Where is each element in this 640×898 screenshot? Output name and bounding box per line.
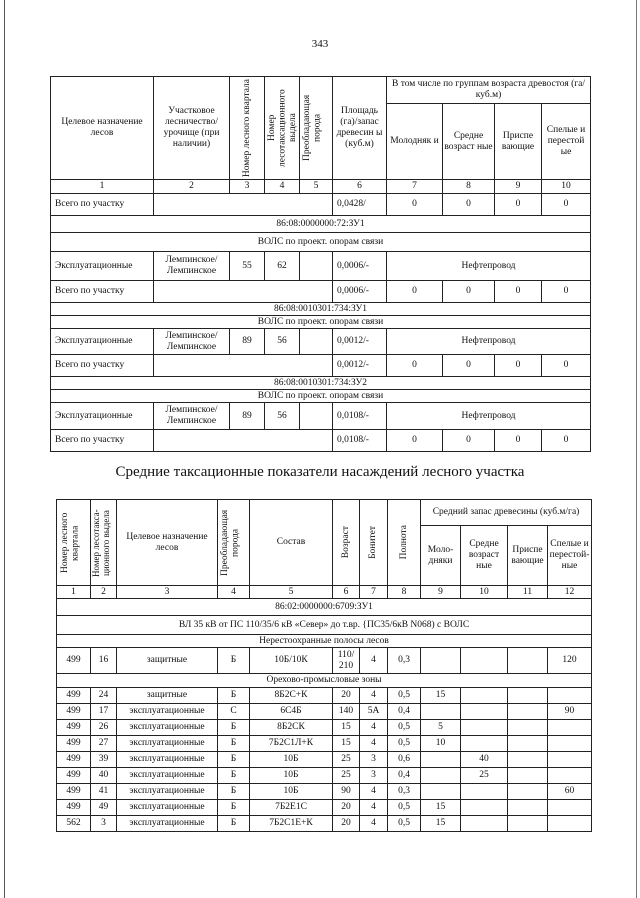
cell-premature <box>508 752 548 768</box>
cell-quarter: 499 <box>57 720 91 736</box>
total-label: Всего по участку <box>51 281 154 303</box>
cadastral-code: 86:02:0000000:6709:ЗУ1 <box>57 599 592 616</box>
cell-premature <box>508 816 548 832</box>
cell-quarter: 499 <box>57 800 91 816</box>
col-num: 1 <box>57 586 91 599</box>
cell-density: 0,3 <box>388 784 421 800</box>
cell-composition: 10Б <box>250 752 333 768</box>
cell-density: 0,5 <box>388 800 421 816</box>
cell-premature <box>508 688 548 704</box>
zone-title: Орехово-промысловые зоны <box>57 674 592 688</box>
table-row <box>57 784 592 800</box>
cell-note: Нефтепровод <box>387 403 591 430</box>
cell-density: 0,4 <box>388 704 421 720</box>
cell-species <box>300 252 333 281</box>
cell-purpose: эксплуатационные <box>117 720 218 736</box>
total-value: 0 <box>542 430 591 452</box>
column-numbers-row <box>51 180 591 194</box>
taxation-table <box>56 499 592 832</box>
cell-vydel: 56 <box>265 403 300 430</box>
cell-middle <box>461 720 508 736</box>
cell-density: 0,5 <box>388 720 421 736</box>
cell-purpose: эксплуатационные <box>117 704 218 720</box>
cell-age: 140 <box>333 704 360 720</box>
cell-young: 10 <box>421 736 461 752</box>
cell-forestry: Лемпинское/ Лемпинское <box>154 403 230 430</box>
cell-composition: 7Б2Е1С <box>250 800 333 816</box>
total-value: 0 <box>443 194 495 216</box>
cell-composition: 6С4Б <box>250 704 333 720</box>
cell-species: Б <box>218 800 250 816</box>
cell-premature <box>508 704 548 720</box>
cell-mature <box>548 736 592 752</box>
col-num: 5 <box>250 586 333 599</box>
header-density: Полнота <box>388 500 421 586</box>
cell-mature: 120 <box>548 648 592 674</box>
cell-quarter: 499 <box>57 768 91 784</box>
header-premature: Приспе вающие <box>508 526 548 586</box>
zone1-rows <box>57 648 592 674</box>
cell-middle <box>461 800 508 816</box>
total-row <box>51 430 591 452</box>
col-num: 2 <box>91 586 117 599</box>
cell-young <box>421 648 461 674</box>
header-composition: Состав <box>250 500 333 586</box>
table-row <box>57 768 592 784</box>
cell-species: Б <box>218 752 250 768</box>
cadastral-code: 86:08:0010301:734:ЗУ1 <box>51 303 591 316</box>
cell-vydel: 27 <box>91 736 117 752</box>
page-number: 343 <box>311 38 329 50</box>
cell-bonitet: 4 <box>360 720 388 736</box>
scan-edge-left <box>4 0 5 898</box>
cell-composition: 7Б2С1Л+К <box>250 736 333 752</box>
cell-young: 5 <box>421 720 461 736</box>
total-value: 0 <box>542 355 591 377</box>
cell-middle <box>461 704 508 720</box>
col-num: 10 <box>461 586 508 599</box>
cell-note: Нефтепровод <box>387 252 591 281</box>
cell-premature <box>508 648 548 674</box>
cell-purpose: Эксплуатационные <box>51 403 154 430</box>
total-area: 0,0108/- <box>333 430 387 452</box>
data-row <box>51 403 591 430</box>
cell-vydel: 24 <box>91 688 117 704</box>
cell-species <box>300 403 333 430</box>
cell-mature <box>548 800 592 816</box>
cell-age: 25 <box>333 768 360 784</box>
cell-forestry: Лемпинское/ Лемпинское <box>154 329 230 355</box>
total-value: 0 <box>387 194 443 216</box>
cell-quarter: 499 <box>57 648 91 674</box>
col-num: 2 <box>154 180 230 194</box>
table-row <box>57 800 592 816</box>
header-quarter: Номер лесного квартала <box>230 77 265 180</box>
cell-premature <box>508 736 548 752</box>
cadastral-code: 86:08:0000000:72:ЗУ1 <box>51 216 591 233</box>
cell-vydel: 39 <box>91 752 117 768</box>
cell-young: 15 <box>421 816 461 832</box>
cell-vydel: 41 <box>91 784 117 800</box>
header-age: Возраст <box>333 500 360 586</box>
cell-quarter: 562 <box>57 816 91 832</box>
cell-middle: 40 <box>461 752 508 768</box>
cell-quarter: 499 <box>57 736 91 752</box>
cell-age: 20 <box>333 800 360 816</box>
cell-composition: 10Б <box>250 768 333 784</box>
cell-vydel: 17 <box>91 704 117 720</box>
cell-vydel: 16 <box>91 648 117 674</box>
cell-middle <box>461 688 508 704</box>
total-value: 0 <box>495 355 542 377</box>
cell-composition: 8Б2С+К <box>250 688 333 704</box>
total-value: 0 <box>443 430 495 452</box>
table-row <box>57 752 592 768</box>
total-value: 0 <box>542 194 591 216</box>
col-num: 8 <box>388 586 421 599</box>
header-bonitet: Бонитет <box>360 500 388 586</box>
cell-area: 0,0006/- <box>333 252 387 281</box>
cell-bonitet: 3 <box>360 768 388 784</box>
header-young: Моло- дняки <box>421 526 461 586</box>
data-row <box>51 252 591 281</box>
total-area: 0,0006/- <box>333 281 387 303</box>
cell-age: 20 <box>333 816 360 832</box>
header-middle: Средне возраст ные <box>443 104 495 180</box>
cell-purpose: Эксплуатационные <box>51 329 154 355</box>
cell-quarter: 499 <box>57 752 91 768</box>
forest-plot-table <box>50 76 591 452</box>
cell-quarter: 89 <box>230 403 265 430</box>
header-premature: Приспе вающие <box>495 104 542 180</box>
cell-vydel: 56 <box>265 329 300 355</box>
header-species: Преобладающая порода <box>218 500 250 586</box>
cell-note: Нефтепровод <box>387 329 591 355</box>
scan-edge-right <box>636 0 637 898</box>
cell-quarter: 499 <box>57 784 91 800</box>
total-value: 0 <box>387 355 443 377</box>
cell-species: Б <box>218 720 250 736</box>
total-value: 0 <box>495 194 542 216</box>
total-area: 0,0428/ <box>333 194 387 216</box>
header-purpose: Целевое назначение лесов <box>51 77 154 180</box>
col-num: 1 <box>51 180 154 194</box>
cell-species: С <box>218 704 250 720</box>
col-num: 6 <box>333 586 360 599</box>
cell-species: Б <box>218 784 250 800</box>
table-row <box>57 816 592 832</box>
col-num: 9 <box>421 586 461 599</box>
cell-bonitet: 4 <box>360 784 388 800</box>
header-mature: Спелые и перестой- ные <box>548 526 592 586</box>
empty-cell <box>154 194 333 216</box>
cell-species <box>300 329 333 355</box>
cell-young <box>421 752 461 768</box>
cell-mature: 90 <box>548 704 592 720</box>
total-label: Всего по участку <box>51 355 154 377</box>
line-description: ВЛ 35 кВ от ПС 110/35/6 кВ «Север» до т.вр. {ПС35/6кВ N068) с ВОЛС <box>57 616 592 635</box>
cell-forestry: Лемпинское/ Лемпинское <box>154 252 230 281</box>
col-num: 4 <box>265 180 300 194</box>
cell-purpose: эксплуатационные <box>117 816 218 832</box>
header-purpose: Целевое назначение лесов <box>117 500 218 586</box>
cell-purpose: эксплуатационные <box>117 800 218 816</box>
col-num: 7 <box>360 586 388 599</box>
header-forestry: Участковое лесничество/ урочище (при наличии) <box>154 77 230 180</box>
cell-young: 15 <box>421 800 461 816</box>
cell-density: 0,5 <box>388 816 421 832</box>
cell-area: 0,0108/- <box>333 403 387 430</box>
block-description: ВОЛС по проект. опорам связи <box>51 233 591 252</box>
section-title: Средние таксационные показатели насаждений лесного участка <box>115 464 525 480</box>
cell-quarter: 499 <box>57 704 91 720</box>
cell-vydel: 26 <box>91 720 117 736</box>
table-row <box>57 648 592 674</box>
cell-young: 15 <box>421 688 461 704</box>
col-num: 7 <box>387 180 443 194</box>
cell-purpose: эксплуатационные <box>117 784 218 800</box>
col-num: 12 <box>548 586 592 599</box>
cell-purpose: защитные <box>117 648 218 674</box>
header-young: Молодняк и <box>387 104 443 180</box>
cell-composition: 10Б <box>250 784 333 800</box>
empty-cell <box>154 430 333 452</box>
cell-quarter: 55 <box>230 252 265 281</box>
cell-bonitet: 4 <box>360 648 388 674</box>
cell-density: 0,6 <box>388 752 421 768</box>
empty-cell <box>154 355 333 377</box>
cell-species: Б <box>218 736 250 752</box>
cell-mature <box>548 752 592 768</box>
cell-composition: 10Б/10К <box>250 648 333 674</box>
cell-premature <box>508 768 548 784</box>
cell-middle <box>461 816 508 832</box>
cell-vydel: 3 <box>91 816 117 832</box>
block-description: ВОЛС по проект. опорам связи <box>51 316 591 329</box>
cell-age: 15 <box>333 736 360 752</box>
header-vydel: Номер лесотаксационного выдела <box>265 77 300 180</box>
block-description: ВОЛС по проект. опорам связи <box>51 390 591 403</box>
cadastral-code: 86:08:0010301:734:ЗУ2 <box>51 377 591 390</box>
zone-title: Нерестоохранные полосы лесов <box>57 635 592 648</box>
col-num: 9 <box>495 180 542 194</box>
header-species: Преобладающая порода <box>300 77 333 180</box>
col-num: 3 <box>117 586 218 599</box>
cell-age: 90 <box>333 784 360 800</box>
total-value: 0 <box>495 281 542 303</box>
cell-area: 0,0012/- <box>333 329 387 355</box>
col-num: 3 <box>230 180 265 194</box>
cell-middle <box>461 736 508 752</box>
cell-composition: 8Б2СК <box>250 720 333 736</box>
cell-young <box>421 784 461 800</box>
cell-bonitet: 4 <box>360 800 388 816</box>
cell-quarter: 89 <box>230 329 265 355</box>
cell-mature <box>548 720 592 736</box>
cell-purpose: эксплуатационные <box>117 768 218 784</box>
cell-middle: 25 <box>461 768 508 784</box>
total-row <box>51 355 591 377</box>
cell-premature <box>508 800 548 816</box>
data-row <box>51 329 591 355</box>
header-area: Площадь (га)/запас древесин ы (куб.м) <box>333 77 387 180</box>
header-quarter: Номер лесного квартала <box>57 500 91 586</box>
cell-species: Б <box>218 816 250 832</box>
cell-bonitet: 4 <box>360 736 388 752</box>
cell-mature: 60 <box>548 784 592 800</box>
cell-purpose: эксплуатационные <box>117 736 218 752</box>
cell-purpose: защитные <box>117 688 218 704</box>
cell-density: 0,5 <box>388 736 421 752</box>
header-mature: Спелые и перестой ые <box>542 104 591 180</box>
column-numbers-row <box>57 586 592 599</box>
cell-mature <box>548 768 592 784</box>
cell-bonitet: 4 <box>360 688 388 704</box>
total-label: Всего по участку <box>51 430 154 452</box>
cell-vydel: 40 <box>91 768 117 784</box>
table-row <box>57 720 592 736</box>
total-row <box>51 281 591 303</box>
col-num: 6 <box>333 180 387 194</box>
header-age-groups: В том числе по группам возраста древостоя (га/куб.м) <box>387 77 591 104</box>
cell-vydel: 62 <box>265 252 300 281</box>
header-stock: Средний запас древесины (куб.м/га) <box>421 500 592 526</box>
cell-density: 0,5 <box>388 688 421 704</box>
total-value: 0 <box>443 281 495 303</box>
col-num: 10 <box>542 180 591 194</box>
cell-quarter: 499 <box>57 688 91 704</box>
cell-young <box>421 704 461 720</box>
cell-bonitet: 3 <box>360 752 388 768</box>
total-value: 0 <box>542 281 591 303</box>
table-row <box>57 704 592 720</box>
cell-mature <box>548 688 592 704</box>
cell-purpose: Эксплуатационные <box>51 252 154 281</box>
cell-bonitet: 5А <box>360 704 388 720</box>
total-value: 0 <box>495 430 542 452</box>
total-value: 0 <box>443 355 495 377</box>
total-value: 0 <box>387 281 443 303</box>
col-num: 8 <box>443 180 495 194</box>
cell-bonitet: 4 <box>360 816 388 832</box>
cell-age: 15 <box>333 720 360 736</box>
col-num: 4 <box>218 586 250 599</box>
empty-cell <box>154 281 333 303</box>
cell-composition: 7Б2С1Е+К <box>250 816 333 832</box>
col-num: 11 <box>508 586 548 599</box>
header-vydel: Номер лесотакса- ционного выдела <box>91 500 117 586</box>
cell-density: 0,4 <box>388 768 421 784</box>
cell-age: 110/ 210 <box>333 648 360 674</box>
cell-middle <box>461 648 508 674</box>
zone2-rows <box>57 688 592 832</box>
total-label: Всего по участку <box>51 194 154 216</box>
col-num: 5 <box>300 180 333 194</box>
cell-vydel: 49 <box>91 800 117 816</box>
header-middle: Средне возраст ные <box>461 526 508 586</box>
cell-age: 20 <box>333 688 360 704</box>
total-value: 0 <box>387 430 443 452</box>
table-row <box>57 688 592 704</box>
cell-species: Б <box>218 768 250 784</box>
total-area: 0,0012/- <box>333 355 387 377</box>
cell-middle <box>461 784 508 800</box>
cell-density: 0,3 <box>388 648 421 674</box>
cell-species: Б <box>218 688 250 704</box>
total-row <box>51 194 591 216</box>
cell-species: Б <box>218 648 250 674</box>
cell-premature <box>508 720 548 736</box>
cell-mature <box>548 816 592 832</box>
table-row <box>57 736 592 752</box>
cell-age: 25 <box>333 752 360 768</box>
cell-premature <box>508 784 548 800</box>
cell-young <box>421 768 461 784</box>
cell-purpose: эксплуатационные <box>117 752 218 768</box>
